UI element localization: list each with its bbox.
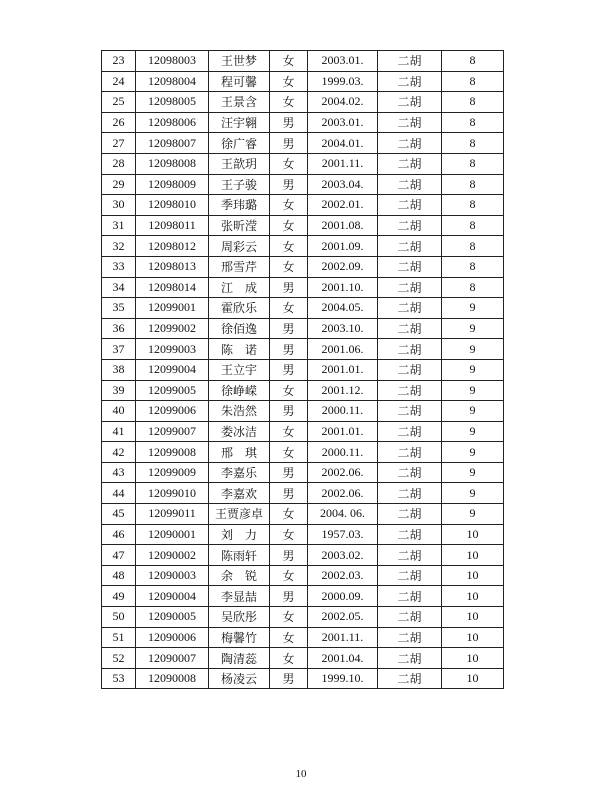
student-id-cell: 12098012 [136, 236, 209, 257]
instrument-cell: 二胡 [378, 524, 442, 545]
table-row [102, 256, 504, 277]
student-id-cell: 12099008 [136, 442, 209, 463]
gender-cell: 男 [270, 586, 308, 607]
row-index-cell: 25 [102, 92, 136, 113]
name-cell: 邢 琪 [209, 442, 270, 463]
birth-date-cell: 2001.01. [308, 359, 378, 380]
instrument-cell: 二胡 [378, 504, 442, 525]
name-cell: 王立宇 [209, 359, 270, 380]
name-cell: 张昕滢 [209, 215, 270, 236]
table-row [102, 153, 504, 174]
gender-cell: 女 [270, 607, 308, 628]
gender-cell: 女 [270, 153, 308, 174]
birth-date-cell: 2003.02. [308, 545, 378, 566]
gender-cell: 女 [270, 92, 308, 113]
instrument-cell: 二胡 [378, 339, 442, 360]
gender-cell: 男 [270, 174, 308, 195]
row-index-cell: 39 [102, 380, 136, 401]
row-index-cell: 48 [102, 565, 136, 586]
gender-cell: 女 [270, 421, 308, 442]
instrument-cell: 二胡 [378, 256, 442, 277]
table-row [102, 339, 504, 360]
student-id-cell: 12090007 [136, 648, 209, 669]
row-index-cell: 37 [102, 339, 136, 360]
row-index-cell: 38 [102, 359, 136, 380]
birth-date-cell: 2002.06. [308, 483, 378, 504]
gender-cell: 女 [270, 71, 308, 92]
roster-table-body [102, 51, 504, 689]
table-row [102, 215, 504, 236]
instrument-cell: 二胡 [378, 174, 442, 195]
instrument-cell: 二胡 [378, 153, 442, 174]
birth-date-cell: 2004.02. [308, 92, 378, 113]
row-index-cell: 24 [102, 71, 136, 92]
row-index-cell: 51 [102, 627, 136, 648]
level-cell: 9 [442, 318, 504, 339]
row-index-cell: 43 [102, 462, 136, 483]
student-id-cell: 12098013 [136, 256, 209, 277]
instrument-cell: 二胡 [378, 421, 442, 442]
birth-date-cell: 2001.09. [308, 236, 378, 257]
student-id-cell: 12099010 [136, 483, 209, 504]
birth-date-cell: 2001.11. [308, 627, 378, 648]
birth-date-cell: 2003.01. [308, 51, 378, 72]
instrument-cell: 二胡 [378, 71, 442, 92]
table-row [102, 174, 504, 195]
table-row [102, 504, 504, 525]
instrument-cell: 二胡 [378, 627, 442, 648]
instrument-cell: 二胡 [378, 607, 442, 628]
birth-date-cell: 2002.09. [308, 256, 378, 277]
table-row [102, 236, 504, 257]
row-index-cell: 36 [102, 318, 136, 339]
instrument-cell: 二胡 [378, 401, 442, 422]
gender-cell: 女 [270, 524, 308, 545]
gender-cell: 女 [270, 298, 308, 319]
name-cell: 李嘉欢 [209, 483, 270, 504]
instrument-cell: 二胡 [378, 545, 442, 566]
row-index-cell: 30 [102, 195, 136, 216]
birth-date-cell: 2003.01. [308, 112, 378, 133]
name-cell: 王歆玥 [209, 153, 270, 174]
name-cell: 余 锐 [209, 565, 270, 586]
student-id-cell: 12099003 [136, 339, 209, 360]
table-row [102, 627, 504, 648]
instrument-cell: 二胡 [378, 648, 442, 669]
student-id-cell: 12090006 [136, 627, 209, 648]
table-row [102, 524, 504, 545]
instrument-cell: 二胡 [378, 133, 442, 154]
instrument-cell: 二胡 [378, 380, 442, 401]
table-row [102, 607, 504, 628]
name-cell: 季玮璐 [209, 195, 270, 216]
gender-cell: 男 [270, 339, 308, 360]
student-id-cell: 12090004 [136, 586, 209, 607]
instrument-cell: 二胡 [378, 277, 442, 298]
row-index-cell: 52 [102, 648, 136, 669]
table-row [102, 648, 504, 669]
name-cell: 李嘉乐 [209, 462, 270, 483]
level-cell: 9 [442, 401, 504, 422]
instrument-cell: 二胡 [378, 586, 442, 607]
student-id-cell: 12090001 [136, 524, 209, 545]
birth-date-cell: 2004.05. [308, 298, 378, 319]
table-row [102, 545, 504, 566]
row-index-cell: 35 [102, 298, 136, 319]
student-id-cell: 12099007 [136, 421, 209, 442]
birth-date-cell: 2004. 06. [308, 504, 378, 525]
table-row [102, 483, 504, 504]
name-cell: 吴欣彤 [209, 607, 270, 628]
row-index-cell: 50 [102, 607, 136, 628]
level-cell: 8 [442, 174, 504, 195]
table-row [102, 318, 504, 339]
level-cell: 8 [442, 195, 504, 216]
level-cell: 8 [442, 51, 504, 72]
level-cell: 9 [442, 504, 504, 525]
student-id-cell: 12099009 [136, 462, 209, 483]
gender-cell: 女 [270, 648, 308, 669]
gender-cell: 女 [270, 627, 308, 648]
name-cell: 霍欣乐 [209, 298, 270, 319]
birth-date-cell: 2001.01. [308, 421, 378, 442]
student-id-cell: 12098007 [136, 133, 209, 154]
row-index-cell: 40 [102, 401, 136, 422]
row-index-cell: 27 [102, 133, 136, 154]
student-id-cell: 12099002 [136, 318, 209, 339]
name-cell: 王世梦 [209, 51, 270, 72]
level-cell: 8 [442, 215, 504, 236]
row-index-cell: 49 [102, 586, 136, 607]
table-row [102, 92, 504, 113]
gender-cell: 男 [270, 545, 308, 566]
student-id-cell: 12090008 [136, 668, 209, 689]
gender-cell: 女 [270, 565, 308, 586]
row-index-cell: 53 [102, 668, 136, 689]
student-id-cell: 12099005 [136, 380, 209, 401]
name-cell: 江 成 [209, 277, 270, 298]
birth-date-cell: 2002.01. [308, 195, 378, 216]
level-cell: 10 [442, 668, 504, 689]
gender-cell: 女 [270, 256, 308, 277]
name-cell: 娄冰洁 [209, 421, 270, 442]
gender-cell: 男 [270, 318, 308, 339]
level-cell: 9 [442, 339, 504, 360]
instrument-cell: 二胡 [378, 462, 442, 483]
birth-date-cell: 2000.11. [308, 442, 378, 463]
gender-cell: 女 [270, 442, 308, 463]
birth-date-cell: 2000.11. [308, 401, 378, 422]
table-row [102, 380, 504, 401]
name-cell: 邢雪芹 [209, 256, 270, 277]
name-cell: 程可馨 [209, 71, 270, 92]
instrument-cell: 二胡 [378, 92, 442, 113]
name-cell: 王贾彦卓 [209, 504, 270, 525]
table-row [102, 277, 504, 298]
birth-date-cell: 2001.08. [308, 215, 378, 236]
gender-cell: 男 [270, 277, 308, 298]
name-cell: 王子骏 [209, 174, 270, 195]
table-row [102, 442, 504, 463]
level-cell: 9 [442, 421, 504, 442]
name-cell: 汪宇翱 [209, 112, 270, 133]
table-row [102, 421, 504, 442]
level-cell: 10 [442, 524, 504, 545]
table-row [102, 462, 504, 483]
row-index-cell: 44 [102, 483, 136, 504]
instrument-cell: 二胡 [378, 483, 442, 504]
page-number: 10 [295, 768, 307, 780]
student-id-cell: 12098010 [136, 195, 209, 216]
row-index-cell: 26 [102, 112, 136, 133]
table-row [102, 133, 504, 154]
birth-date-cell: 2003.04. [308, 174, 378, 195]
birth-date-cell: 2001.06. [308, 339, 378, 360]
student-id-cell: 12098014 [136, 277, 209, 298]
table-row [102, 586, 504, 607]
level-cell: 8 [442, 256, 504, 277]
table-row [102, 668, 504, 689]
instrument-cell: 二胡 [378, 668, 442, 689]
gender-cell: 女 [270, 236, 308, 257]
birth-date-cell: 2001.11. [308, 153, 378, 174]
birth-date-cell: 2001.04. [308, 648, 378, 669]
row-index-cell: 41 [102, 421, 136, 442]
gender-cell: 男 [270, 483, 308, 504]
table-row [102, 359, 504, 380]
instrument-cell: 二胡 [378, 215, 442, 236]
row-index-cell: 32 [102, 236, 136, 257]
name-cell: 李显喆 [209, 586, 270, 607]
row-index-cell: 28 [102, 153, 136, 174]
gender-cell: 女 [270, 215, 308, 236]
student-id-cell: 12099006 [136, 401, 209, 422]
table-row [102, 565, 504, 586]
student-id-cell: 12098008 [136, 153, 209, 174]
instrument-cell: 二胡 [378, 51, 442, 72]
roster-table [101, 50, 504, 689]
level-cell: 9 [442, 442, 504, 463]
level-cell: 8 [442, 92, 504, 113]
student-id-cell: 12098005 [136, 92, 209, 113]
gender-cell: 男 [270, 668, 308, 689]
row-index-cell: 23 [102, 51, 136, 72]
level-cell: 8 [442, 112, 504, 133]
row-index-cell: 34 [102, 277, 136, 298]
birth-date-cell: 2003.10. [308, 318, 378, 339]
level-cell: 10 [442, 545, 504, 566]
level-cell: 10 [442, 565, 504, 586]
name-cell: 杨凌云 [209, 668, 270, 689]
level-cell: 10 [442, 607, 504, 628]
name-cell: 王景含 [209, 92, 270, 113]
gender-cell: 女 [270, 380, 308, 401]
table-row [102, 298, 504, 319]
student-id-cell: 12090002 [136, 545, 209, 566]
birth-date-cell: 2002.05. [308, 607, 378, 628]
table-row [102, 51, 504, 72]
instrument-cell: 二胡 [378, 195, 442, 216]
birth-date-cell: 1999.03. [308, 71, 378, 92]
level-cell: 9 [442, 380, 504, 401]
birth-date-cell: 2001.10. [308, 277, 378, 298]
name-cell: 陶清蕊 [209, 648, 270, 669]
level-cell: 8 [442, 277, 504, 298]
gender-cell: 男 [270, 401, 308, 422]
gender-cell: 女 [270, 51, 308, 72]
row-index-cell: 42 [102, 442, 136, 463]
level-cell: 8 [442, 153, 504, 174]
level-cell: 9 [442, 359, 504, 380]
student-id-cell: 12090003 [136, 565, 209, 586]
instrument-cell: 二胡 [378, 442, 442, 463]
row-index-cell: 46 [102, 524, 136, 545]
instrument-cell: 二胡 [378, 112, 442, 133]
level-cell: 9 [442, 298, 504, 319]
level-cell: 10 [442, 648, 504, 669]
student-id-cell: 12090005 [136, 607, 209, 628]
name-cell: 周彩云 [209, 236, 270, 257]
student-id-cell: 12099001 [136, 298, 209, 319]
student-id-cell: 12098009 [136, 174, 209, 195]
gender-cell: 男 [270, 462, 308, 483]
row-index-cell: 31 [102, 215, 136, 236]
instrument-cell: 二胡 [378, 236, 442, 257]
name-cell: 陈 诺 [209, 339, 270, 360]
student-id-cell: 12098004 [136, 71, 209, 92]
level-cell: 8 [442, 133, 504, 154]
level-cell: 8 [442, 236, 504, 257]
student-id-cell: 12098011 [136, 215, 209, 236]
row-index-cell: 45 [102, 504, 136, 525]
student-id-cell: 12098006 [136, 112, 209, 133]
level-cell: 10 [442, 586, 504, 607]
row-index-cell: 47 [102, 545, 136, 566]
table-row [102, 71, 504, 92]
gender-cell: 男 [270, 112, 308, 133]
instrument-cell: 二胡 [378, 359, 442, 380]
birth-date-cell: 2002.06. [308, 462, 378, 483]
birth-date-cell: 2000.09. [308, 586, 378, 607]
birth-date-cell: 1957.03. [308, 524, 378, 545]
table-row [102, 401, 504, 422]
name-cell: 徐峥嵘 [209, 380, 270, 401]
name-cell: 徐广睿 [209, 133, 270, 154]
instrument-cell: 二胡 [378, 318, 442, 339]
level-cell: 9 [442, 462, 504, 483]
table-row [102, 112, 504, 133]
instrument-cell: 二胡 [378, 565, 442, 586]
birth-date-cell: 1999.10. [308, 668, 378, 689]
student-id-cell: 12098003 [136, 51, 209, 72]
table-row [102, 195, 504, 216]
birth-date-cell: 2002.03. [308, 565, 378, 586]
instrument-cell: 二胡 [378, 298, 442, 319]
name-cell: 刘 力 [209, 524, 270, 545]
birth-date-cell: 2004.01. [308, 133, 378, 154]
row-index-cell: 29 [102, 174, 136, 195]
row-index-cell: 33 [102, 256, 136, 277]
gender-cell: 男 [270, 359, 308, 380]
gender-cell: 女 [270, 504, 308, 525]
gender-cell: 女 [270, 195, 308, 216]
name-cell: 朱浩然 [209, 401, 270, 422]
gender-cell: 男 [270, 133, 308, 154]
level-cell: 9 [442, 483, 504, 504]
name-cell: 徐佰逸 [209, 318, 270, 339]
student-id-cell: 12099011 [136, 504, 209, 525]
level-cell: 8 [442, 71, 504, 92]
birth-date-cell: 2001.12. [308, 380, 378, 401]
level-cell: 10 [442, 627, 504, 648]
name-cell: 梅馨竹 [209, 627, 270, 648]
name-cell: 陈雨轩 [209, 545, 270, 566]
student-id-cell: 12099004 [136, 359, 209, 380]
